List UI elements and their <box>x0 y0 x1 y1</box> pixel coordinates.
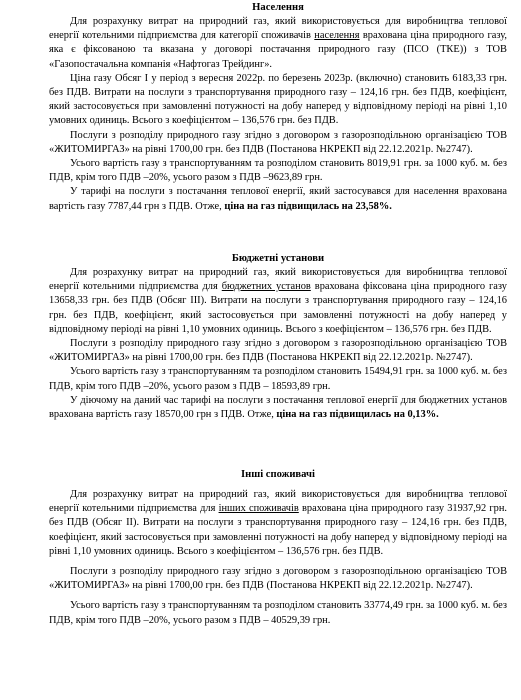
paragraph: У тарифі на послуги з постачання теплової енергії, який застосувався для населення врахована вартість газу 7787,44 грн з ПДВ. Отже, ціна на газ підвищилась на 23,58%. <box>49 186 507 212</box>
paragraph: У діючому на даний час тарифі на послуги з постачання теплової енергії для бюджетних установ врахована вартість газу 18570,00 грн з ПДВ. Отже, ціна на газ підвищилась на 0,13%. <box>49 394 507 421</box>
section-other-consumers <box>49 468 507 628</box>
paragraph: Послуги з розподілу природного газу згідно з договором з газорозподільною організацією ТОВ «ЖИТОМИРГАЗ» на рівні 1700,00 грн. без ПДВ (Постанова НКРЕКП від 22.12.2021р. №2747). <box>49 338 507 364</box>
paragraph: Для розрахунку витрат на природний газ, який використовується для виробництва теплової енергії котельними підприємства для категорії споживачів населення врахована ціна природного газу, яка є фіксованою та вказана у договорі постачання природного газу (ПСО (ТКЕ)) з ТОВ «Газопостачальна компанія «Нафтогаз Трейдинг». <box>49 16 507 70</box>
section-title: Населення <box>252 2 304 13</box>
bold-conclusion: ціна на газ підвищилась на 0,13%. <box>276 409 439 421</box>
paragraph: Усього вартість газу з транспортуванням та розподілом становить 33774,49 грн. за 1000 куб. м. без ПДВ, крім того ПДВ –20%, усього разом з ПДВ – 40529,39 грн. <box>49 600 507 626</box>
paragraph: Для розрахунку витрат на природний газ, який використовується для виробництва теплової енергії котельними підприємства для інших споживачів врахована ціна природного газу 31937,92 грн. без ПДВ (Обсяг ІІ). Витрати на послуги з транспортування природного газу – 124,16 грн. без ПДВ, коефіцієнт, який застосовується при замовленні потужності на добу наперед у відповідному періоді на рівні 1,10 умовних одиниць. Всього з коефіцієнтом – 136,576 грн. без ПДВ. <box>49 489 507 557</box>
paragraph: Усього вартість газу з транспортуванням та розподілом становить 15494,91 грн. за 1000 куб. м. без ПДВ, крім того ПДВ –20%, усього разом з ПДВ – 18593,89 грн. <box>49 366 507 392</box>
paragraph: Послуги з розподілу природного газу згідно з договором з газорозподільною організацією ТОВ «ЖИТОМИРГАЗ» на рівні 1700,00 грн. без ПДВ (Постанова НКРЕКП від 22.12.2021р. №2747). <box>49 129 507 155</box>
bold-conclusion: ціна на газ підвищилась на 23,58%. <box>224 200 392 212</box>
paragraph: Послуги з розподілу природного газу згідно з договором з газорозподільною організацією ТОВ «ЖИТОМИРГАЗ» на рівні 1700,00 грн. без ПДВ (Постанова НКРЕКП від 22.12.2021р. №2747). <box>49 566 507 592</box>
underlined-term: інших споживачів <box>218 503 299 515</box>
underlined-term: бюджетних установ <box>221 281 311 293</box>
paragraph: Усього вартість газу з транспортуванням та розподілом становить 8019,91 грн. за 1000 куб. м. без ПДВ, крім того ПДВ –20%, усього разом з ПДВ –9623,89 грн. <box>49 158 507 184</box>
section-population <box>49 1 507 214</box>
underlined-term: населення <box>314 30 360 42</box>
section-title: Інші споживачі <box>241 469 315 480</box>
section-title: Бюджетні установи <box>231 253 325 264</box>
paragraph: Для розрахунку витрат на природний газ, який використовується для виробництва теплової енергії котельними підприємства для бюджетних установ врахована фіксована ціна природного газу 13658,33 грн. без ПДВ (Обсяг ІІІ). Витрати на послуги з транспортування природного газу – 124,16 грн. без ПДВ, коефіцієнт, який застосовується при замовленні потужності на добу наперед у відповідному періоді на рівні 1,10 умовних одиниць. Всього з коефіцієнтом – 136,576 грн. без ПДВ. <box>49 267 507 335</box>
paragraph: Ціна газу Обсяг І у період з вересня 2022р. по березень 2023р. (включно) становить 6183,33 грн. без ПДВ. Витрати на послуги з транспортування природного газу – 124,16 грн. без ПДВ, коефіцієнт, який застосовується при замовленні потужності на добу наперед у відповідному періоді на рівні 1,10 умовних одиниць. Всього з коефіцієнтом – 136,576 грн. без ПДВ. <box>49 72 507 127</box>
section-budget-institutions <box>49 252 507 422</box>
